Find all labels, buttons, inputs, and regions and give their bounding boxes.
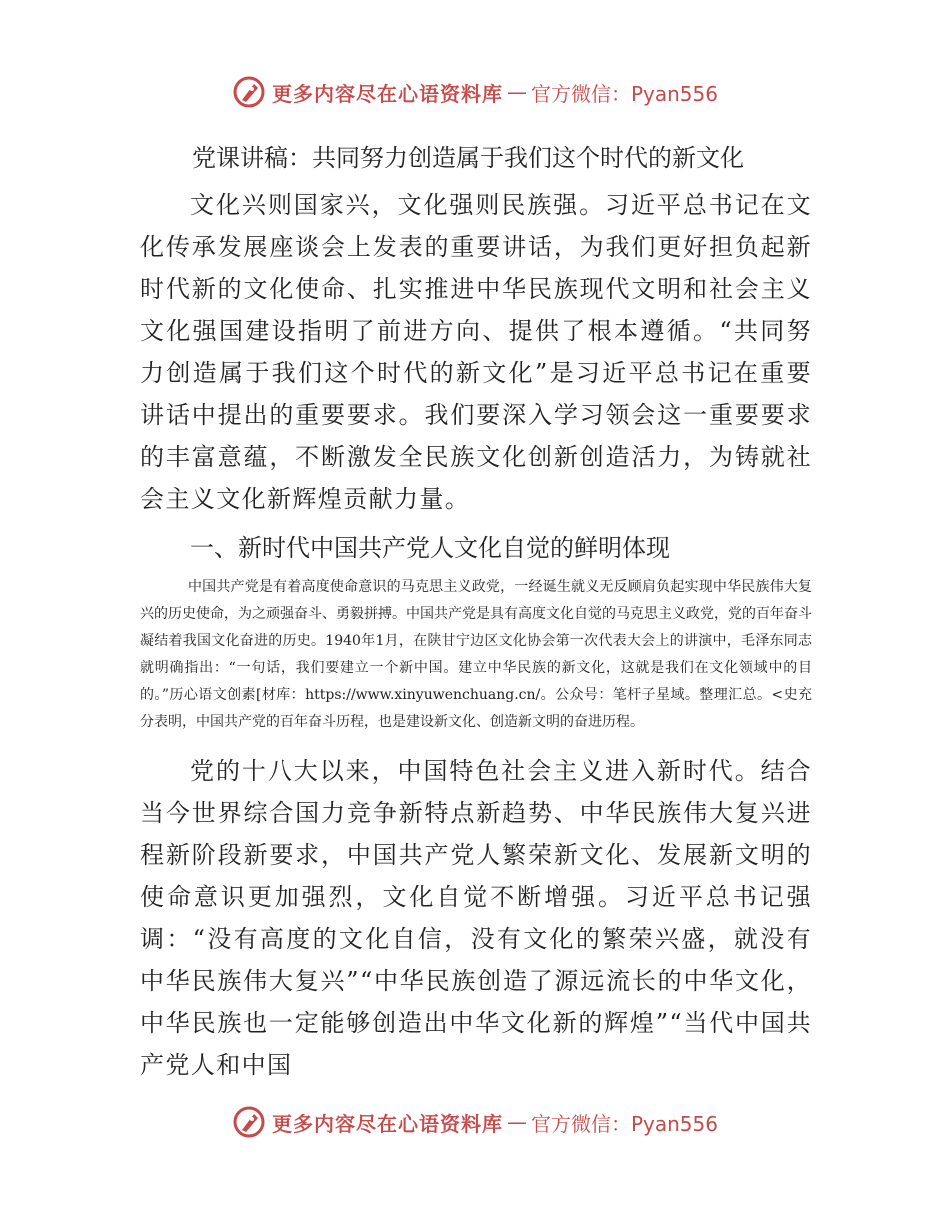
section-heading: 一、新时代中国共产党人文化自觉的鲜明体现 [190,534,670,562]
header-banner [0,72,950,112]
intro-paragraph: 文化兴则国家兴，文化强则民族强。习近平总书记在文化传承发展座谈会上发表的重要讲话，为我们更好担负起新时代新的文化使命、扎实推进中华民族现代文明和社会主义文化强国建设指明了前进方向、提供了根本遵循。“共同努力创造属于我们这个时代的新文化”是习近平总书记在重要讲话中提出的重要要求。我们要深入学习领会这一重要要求的丰富意蕴，不断激发全民族文化创新创造活力，为铸就社会主义文化新辉煌贡献力量。 [140,191,812,513]
banner-separator: — [506,80,527,104]
banner-main-text: 更多内容尽在心语资料库 [271,81,503,106]
doc-title: 党课讲稿：共同努力创造属于我们这个时代的新文化 [192,144,744,172]
document-body [140,138,812,1086]
footer-banner-wechat: 官方微信：Pyan556 [530,1111,718,1136]
small-paragraph: 中国共产党是有着高度使命意识的马克思主义政党，一经诞生就义无反顾肩负起实现中华民族伟大复兴的历史使命，为之顽强奋斗、勇毅拼搏。中国共产党是具有高度文化自觉的马克思主义政党，党的百年奋斗凝结着我国文化奋进的历史。1940年1月，在陕甘宁边区文化协会第一次代表大会上的讲演中，毛泽东同志就明确指出：“一句话，我们要建立一个新中国。建立中华民族的新文化，这就是我们在文化领域中的目的。”历心语文创素[材库：https://www.xinyuwenchuang.cn/。公众号：笔杆子星域。整理汇总。<史充分表明，中国共产党的百年奋斗历程，也是建设新文化、创造新文明的奋进历程。 [140,579,812,730]
pen-nib-logo-icon [232,1105,266,1139]
footer-banner-separator: — [506,1110,527,1134]
banner-wechat: 官方微信：Pyan556 [530,81,718,106]
footer-banner-main-text: 更多内容尽在心语资料库 [271,1111,503,1136]
body-paragraph: 党的十八大以来，中国特色社会主义进入新时代。结合当今世界综合国力竞争新特点新趋势、中华民族伟大复兴进程新阶段新要求，中国共产党人繁荣新文化、发展新文明的使命意识更加强烈，文化自觉不断增强。习近平总书记强调：“没有高度的文化自信，没有文化的繁荣兴盛，就没有中华民族伟大复兴”“中华民族创造了源远流长的中华文化，中华民族也一定能够创造出中华文化新的辉煌”“当代中国共产党人和中国 [140,757,812,1079]
footer-banner [0,1102,950,1142]
pen-nib-logo-icon [232,75,266,109]
